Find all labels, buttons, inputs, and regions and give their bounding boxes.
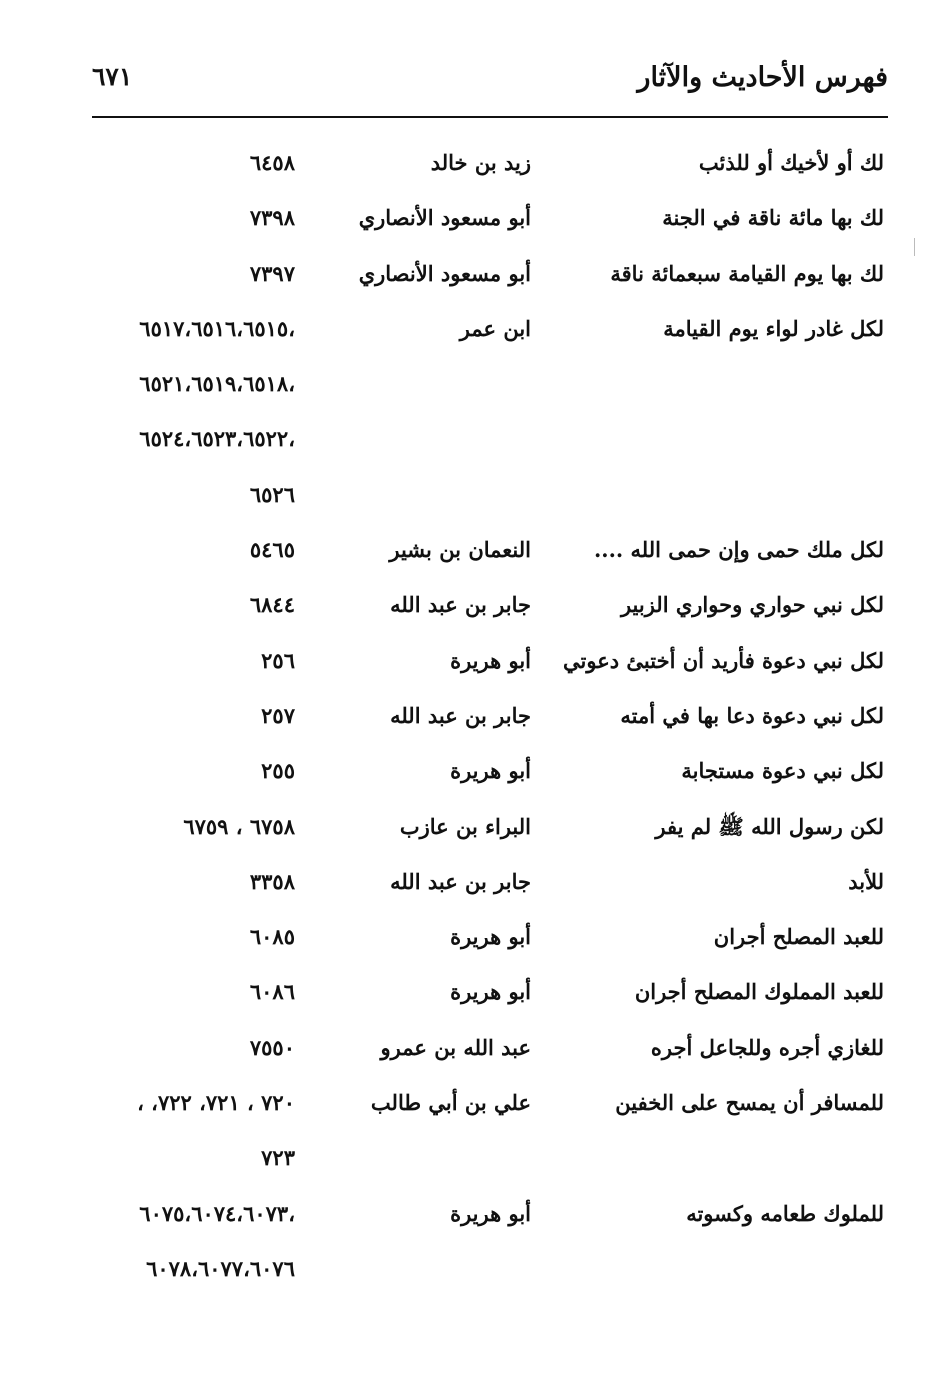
hadith-text: للغازي أجره وللجاعل أجره: [650, 1034, 884, 1060]
hadith-numbers: ،٦٥٢٤،٦٥٢٣،٦٥٢٢: [139, 426, 295, 452]
hadith-numbers: ٧٣٩٧: [249, 260, 295, 286]
index-row: [0, 1242, 929, 1297]
hadith-numbers: ،٦٥٢١،٦٥١٩،٦٥١٨: [139, 371, 295, 397]
narrator-name: أبو هريرة: [450, 979, 531, 1005]
hadith-text: لكل ملك حمى وإن حمى الله ....: [593, 537, 884, 563]
narrator-name: جابر بن عبد الله: [390, 592, 531, 618]
narrator-name: أبو مسعود الأنصاري: [358, 260, 531, 286]
index-row: [0, 1021, 929, 1076]
hadith-text: لك بها مائة ناقة في الجنة: [662, 205, 884, 231]
hadith-text: للعبد المملوك المصلح أجران: [634, 979, 884, 1005]
narrator-name: أبو مسعود الأنصاري: [358, 205, 531, 231]
hadith-text: لكل نبي دعوة مستجابة: [681, 758, 884, 784]
index-row: [0, 412, 929, 467]
index-row: [0, 1187, 929, 1242]
narrator-name: جابر بن عبد الله: [390, 702, 531, 728]
index-row: [0, 468, 929, 523]
narrator-name: أبو هريرة: [450, 1200, 531, 1226]
hadith-text: للملوك طعامه وكسوته: [686, 1200, 884, 1226]
narrator-name: النعمان بن بشير: [389, 537, 531, 563]
hadith-numbers: ٢٥٥: [261, 758, 295, 784]
hadith-numbers: ٦٧٥٨ ، ٦٧٥٩: [183, 813, 295, 839]
index-row: [0, 634, 929, 689]
index-row: [0, 302, 929, 357]
narrator-name: أبو هريرة: [450, 758, 531, 784]
page-title: فهرس الأحاديث والآثار: [637, 62, 888, 93]
page-header: [92, 62, 888, 108]
hadith-numbers: ٣٣٥٨: [249, 868, 295, 894]
index-row: [0, 800, 929, 855]
index-row: [0, 910, 929, 965]
header-divider: [92, 116, 888, 118]
hadith-text: لكل غادر لواء يوم القيامة: [663, 315, 884, 341]
index-row: [0, 191, 929, 246]
hadith-numbers: ٦٠٨٥: [249, 924, 295, 950]
hadith-text: لك أو لأخيك أو للذئب: [698, 150, 884, 175]
narrator-name: أبو هريرة: [450, 647, 531, 673]
hadith-numbers: ٦٨٤٤: [249, 592, 295, 618]
hadith-numbers: ٢٥٦: [261, 647, 295, 673]
hadith-text: لكل نبي دعوة فأريد أن أختبئ دعوتي: [563, 647, 884, 673]
index-row: [0, 523, 929, 578]
hadith-text: لكل نبي حواري وحواري الزبير: [620, 592, 884, 618]
index-row: [0, 744, 929, 799]
index-row: [0, 357, 929, 412]
narrator-name: ابن عمر: [459, 315, 531, 341]
index-row: [0, 1076, 929, 1131]
hadith-numbers: ٦٤٥٨: [249, 150, 295, 175]
hadith-numbers: ٢٥٧: [261, 702, 295, 728]
narrator-name: أبو هريرة: [450, 924, 531, 950]
index-row: [0, 965, 929, 1020]
index-row: [0, 578, 929, 633]
hadith-numbers: ٦٠٨٦: [249, 979, 295, 1005]
narrator-name: البراء بن عازب: [399, 813, 531, 839]
index-row: [0, 1131, 929, 1186]
narrator-name: جابر بن عبد الله: [390, 868, 531, 894]
index-table: [0, 136, 929, 1297]
hadith-numbers: ٧٥٥٠: [249, 1034, 295, 1060]
hadith-text: للأبد: [848, 868, 884, 894]
index-row: [0, 689, 929, 744]
hadith-numbers: ٧٢٠ ، ٧٢١، ٧٢٢، ،: [137, 1090, 295, 1116]
index-row: [0, 855, 929, 910]
index-row: [0, 247, 929, 302]
page-number: ٦٧١: [92, 62, 133, 91]
narrator-name: زيد بن خالد: [430, 150, 531, 175]
hadith-numbers: ٦٥٢٦: [249, 481, 295, 507]
narrator-name: علي بن أبي طالب: [370, 1090, 531, 1116]
hadith-text: للمسافر أن يمسح على الخفين: [615, 1090, 884, 1116]
hadith-numbers: ٧٣٩٨: [249, 205, 295, 231]
hadith-text: للعبد المصلح أجران: [713, 924, 884, 950]
hadith-numbers: ٧٢٣: [261, 1145, 295, 1171]
hadith-text: لكل نبي دعوة دعا بها في أمته: [620, 702, 884, 728]
hadith-numbers: ٦٠٧٨،٦٠٧٧،٦٠٧٦: [146, 1255, 295, 1281]
hadith-numbers: ،٦٠٧٥،٦٠٧٤،٦٠٧٣: [139, 1200, 295, 1226]
index-row: [0, 136, 929, 191]
hadith-text: لك بها يوم القيامة سبعمائة ناقة: [610, 260, 884, 286]
narrator-name: عبد الله بن عمرو: [380, 1034, 531, 1060]
hadith-numbers: ،٦٥١٧،٦٥١٦،٦٥١٥: [139, 315, 295, 341]
hadith-text: لكن رسول الله ﷺ لم يفر: [655, 813, 884, 839]
hadith-numbers: ٥٤٦٥: [249, 537, 295, 563]
